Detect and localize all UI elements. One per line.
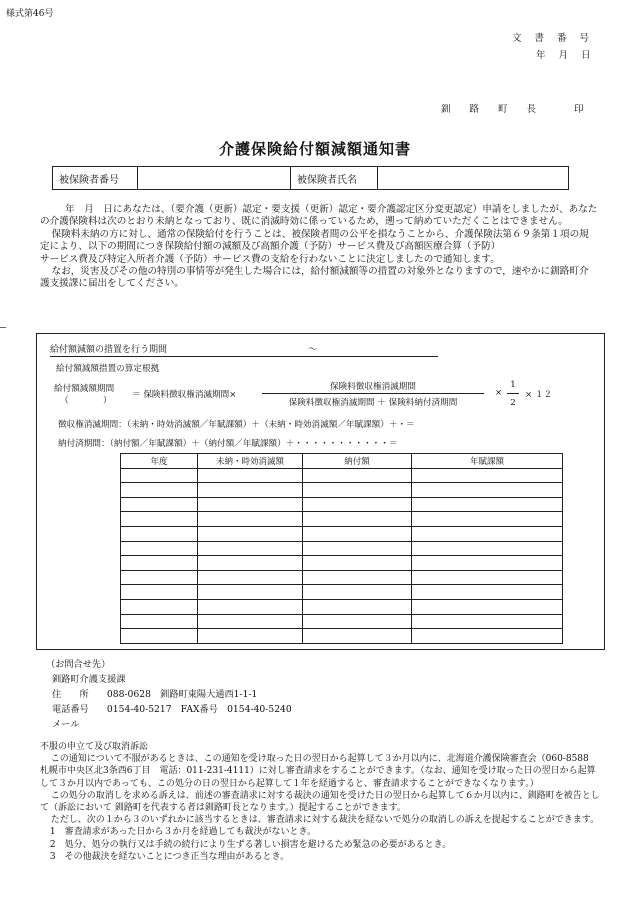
table-cell[interactable] bbox=[121, 497, 198, 512]
table-cell[interactable] bbox=[303, 570, 412, 585]
table-row bbox=[121, 614, 563, 629]
table-row bbox=[121, 570, 563, 585]
notice-body bbox=[40, 204, 598, 291]
table-row bbox=[121, 483, 563, 498]
appeal-item: 1 審査請求があった日から３か月を経過しても裁決がないとき。 bbox=[49, 827, 317, 838]
margin-mark bbox=[0, 327, 6, 328]
table-header-cell: 未納・時効消滅額 bbox=[198, 454, 303, 469]
table-row bbox=[121, 541, 563, 556]
table-row bbox=[121, 468, 563, 483]
table-header-cell: 納付額 bbox=[303, 454, 412, 469]
table-cell[interactable] bbox=[412, 556, 563, 571]
table-cell[interactable] bbox=[303, 483, 412, 498]
body-paragraph: 保険料未納の方に対し、通常の保険給付を行うことは、被保険者間の公平を損なうことから、介護保険法第６９条第１項の規定により、以下の期間につき保険給付額の減額及び高額介護（予防）サービス費及び高額医療合算（予防） bbox=[40, 228, 589, 253]
table-header-cell: 年賦課額 bbox=[412, 454, 563, 469]
formula-equals: ＝ 保険料徴収権消滅期間× bbox=[132, 390, 237, 400]
table-cell[interactable] bbox=[198, 599, 303, 614]
table-cell[interactable] bbox=[198, 526, 303, 541]
table-cell[interactable] bbox=[303, 556, 412, 571]
period-separator: 〜 bbox=[308, 345, 318, 355]
page-title: 介護保険給付額減額通知書 bbox=[218, 140, 411, 158]
table-cell[interactable] bbox=[198, 556, 303, 571]
table-cell[interactable] bbox=[198, 468, 303, 483]
insured-number-field[interactable] bbox=[138, 167, 291, 190]
fraction-bar bbox=[262, 393, 484, 394]
table-row bbox=[121, 585, 563, 600]
table-row bbox=[121, 526, 563, 541]
table-cell[interactable] bbox=[412, 526, 563, 541]
table-cell[interactable] bbox=[303, 526, 412, 541]
formula-denominator: 保険料徴収権消滅期間 ＋ 保険料納付済期間 bbox=[288, 398, 458, 408]
reduction-period-line bbox=[50, 342, 438, 357]
address-value: 088-0628 釧路町東陽大通西1-1-1 bbox=[106, 689, 258, 700]
body-paragraph: 年 月 日にあなたは、（要介護（更新）認定・要支援（更新）認定・要介護認定区分変更認定）申請をしましたが、あなたの介護保険料は次のとおり未納となっており、既に消滅時効に係っているため，遡って納めていただくことはできません。 bbox=[40, 204, 598, 228]
table-cell[interactable] bbox=[198, 483, 303, 498]
table-cell[interactable] bbox=[121, 570, 198, 585]
table-cell[interactable] bbox=[121, 629, 198, 644]
table-cell[interactable] bbox=[121, 614, 198, 629]
contact-section bbox=[46, 657, 292, 732]
table-cell[interactable] bbox=[412, 541, 563, 556]
table-cell[interactable] bbox=[303, 497, 412, 512]
table-cell[interactable] bbox=[412, 468, 563, 483]
insured-number-label: 被保険者番号 bbox=[53, 167, 138, 190]
table-cell[interactable] bbox=[303, 468, 412, 483]
date-label: 年 月 日 bbox=[536, 50, 596, 61]
appeal-section bbox=[40, 741, 600, 863]
reduction-period-label: 給付額減額の措置を行う期間 bbox=[50, 345, 168, 355]
table-cell[interactable] bbox=[121, 585, 198, 600]
table-cell[interactable] bbox=[412, 614, 563, 629]
table-row bbox=[121, 599, 563, 614]
insured-name-field[interactable] bbox=[378, 167, 569, 190]
table-cell[interactable] bbox=[303, 585, 412, 600]
table-cell[interactable] bbox=[121, 483, 198, 498]
formula-left-label: 給付額減額期間 bbox=[54, 384, 115, 394]
basis-label: 給付額減額措置の算定根拠 bbox=[56, 364, 160, 374]
calculation-table bbox=[120, 453, 563, 644]
mail-label: メール bbox=[52, 719, 80, 730]
half-bar bbox=[507, 393, 519, 394]
table-cell[interactable] bbox=[198, 629, 303, 644]
half-denominator: 2 bbox=[510, 398, 516, 408]
table-cell[interactable] bbox=[412, 512, 563, 527]
formula-numerator: 保険料徴収権消滅期間 bbox=[330, 382, 416, 392]
insured-id-table bbox=[52, 166, 569, 190]
table-cell[interactable] bbox=[198, 497, 303, 512]
table-cell[interactable] bbox=[121, 526, 198, 541]
table-cell[interactable] bbox=[198, 614, 303, 629]
document-number-label: 文 書 番 号 bbox=[512, 33, 595, 44]
table-cell[interactable] bbox=[412, 483, 563, 498]
formula-times: × bbox=[495, 388, 503, 398]
appeal-paragraph: ただし、次の１から３のいずれかに該当するときは、審査請求に対する裁決を経ないで処分の取消しの訴えを提起することができます。 bbox=[50, 815, 600, 826]
table-cell[interactable] bbox=[121, 541, 198, 556]
address-label: 住 所 bbox=[52, 689, 89, 700]
body-paragraph: なお，災害及びその他の特別の事情等が発生した場合には，給付額減額等の措置の対象外となりますので，速やかに釧路町介護支援課に届出をしてください。 bbox=[40, 266, 589, 290]
table-cell[interactable] bbox=[303, 629, 412, 644]
table-cell[interactable] bbox=[198, 585, 303, 600]
table-cell[interactable] bbox=[121, 512, 198, 527]
appeal-heading: 不服の申立て及び取消訴訟 bbox=[40, 742, 149, 752]
table-cell[interactable] bbox=[303, 512, 412, 527]
table-cell[interactable] bbox=[121, 599, 198, 614]
contact-heading: （お問合せ先） bbox=[46, 659, 111, 670]
formula-tail: × １２ bbox=[525, 390, 553, 400]
contact-department: 釧路町介護支援課 bbox=[52, 674, 126, 685]
table-row bbox=[121, 556, 563, 571]
table-cell[interactable] bbox=[198, 512, 303, 527]
appeal-paragraph: この処分の取消しを求める訴えは、前述の審査請求に対する裁決の通知を受けた日の翌日から起算して６か月以内に、釧路町を被告として（訴訟において 釧路町を代表する者は釧路町長となります。）提起することができます。 bbox=[40, 790, 600, 814]
table-cell[interactable] bbox=[412, 570, 563, 585]
phone-label: 電話番号 bbox=[52, 704, 89, 715]
form-number: 様式第46号 bbox=[6, 9, 54, 19]
table-cell[interactable] bbox=[198, 570, 303, 585]
table-row bbox=[121, 497, 563, 512]
table-cell[interactable] bbox=[121, 468, 198, 483]
appeal-paragraph: この通知について不服があるときは、この通知を受け取った日の翌日から起算して３か月以内に、北海道介護保険審査会（060-8588 札幌市中央区北3条西6丁目 電話：011-231-4111）に対し審査請求をすることができます。（なお、通知を受け取った日の翌日から起算して３か月以内であっても、この処分の日の翌日から起算して１年を経過すると、審査請求することができなくなります。） bbox=[40, 754, 598, 789]
appeal-item: 2 処分、処分の執行又は手続の続行により生ずる著しい損害を避けるため緊急の必要があるとき。 bbox=[49, 839, 452, 850]
table-cell[interactable] bbox=[303, 599, 412, 614]
half-numerator: 1 bbox=[510, 380, 516, 390]
table-cell[interactable] bbox=[121, 556, 198, 571]
extinct-period-formula: 徴収権消滅期間：（未納・時効消滅額／年賦課額）＋（未納・時効消滅額／年賦課額）＋・＝ bbox=[58, 420, 415, 430]
table-cell[interactable] bbox=[303, 541, 412, 556]
formula-left-paren: （ ） bbox=[60, 396, 112, 406]
table-cell[interactable] bbox=[412, 497, 563, 512]
insured-name-label: 被保険者氏名 bbox=[291, 167, 378, 190]
table-cell[interactable] bbox=[412, 629, 563, 644]
table-cell[interactable] bbox=[412, 585, 563, 600]
table-cell[interactable] bbox=[198, 541, 303, 556]
issuer-label: 釧 路 町 長 bbox=[441, 104, 545, 115]
body-paragraph: サービス費及び特定入所者介護（予防）サービス費の支給を行わないことに決定しましたので通知します。 bbox=[40, 253, 500, 265]
table-cell[interactable] bbox=[303, 614, 412, 629]
appeal-item: 3 その他裁決を経ないことにつき正当な理由があるとき。 bbox=[49, 851, 290, 862]
phone-value: 0154-40-5217 FAX番号 0154-40-5240 bbox=[106, 704, 292, 715]
table-row bbox=[121, 629, 563, 644]
table-row bbox=[121, 512, 563, 527]
seal-label: 印 bbox=[574, 104, 589, 115]
table-cell[interactable] bbox=[412, 599, 563, 614]
table-header-cell: 年度 bbox=[121, 454, 198, 469]
paid-period-formula: 納付済期間：（納付額／年賦課額）＋（納付額／年賦課額）＋・・・・・・・・・・・＝ bbox=[58, 439, 398, 449]
